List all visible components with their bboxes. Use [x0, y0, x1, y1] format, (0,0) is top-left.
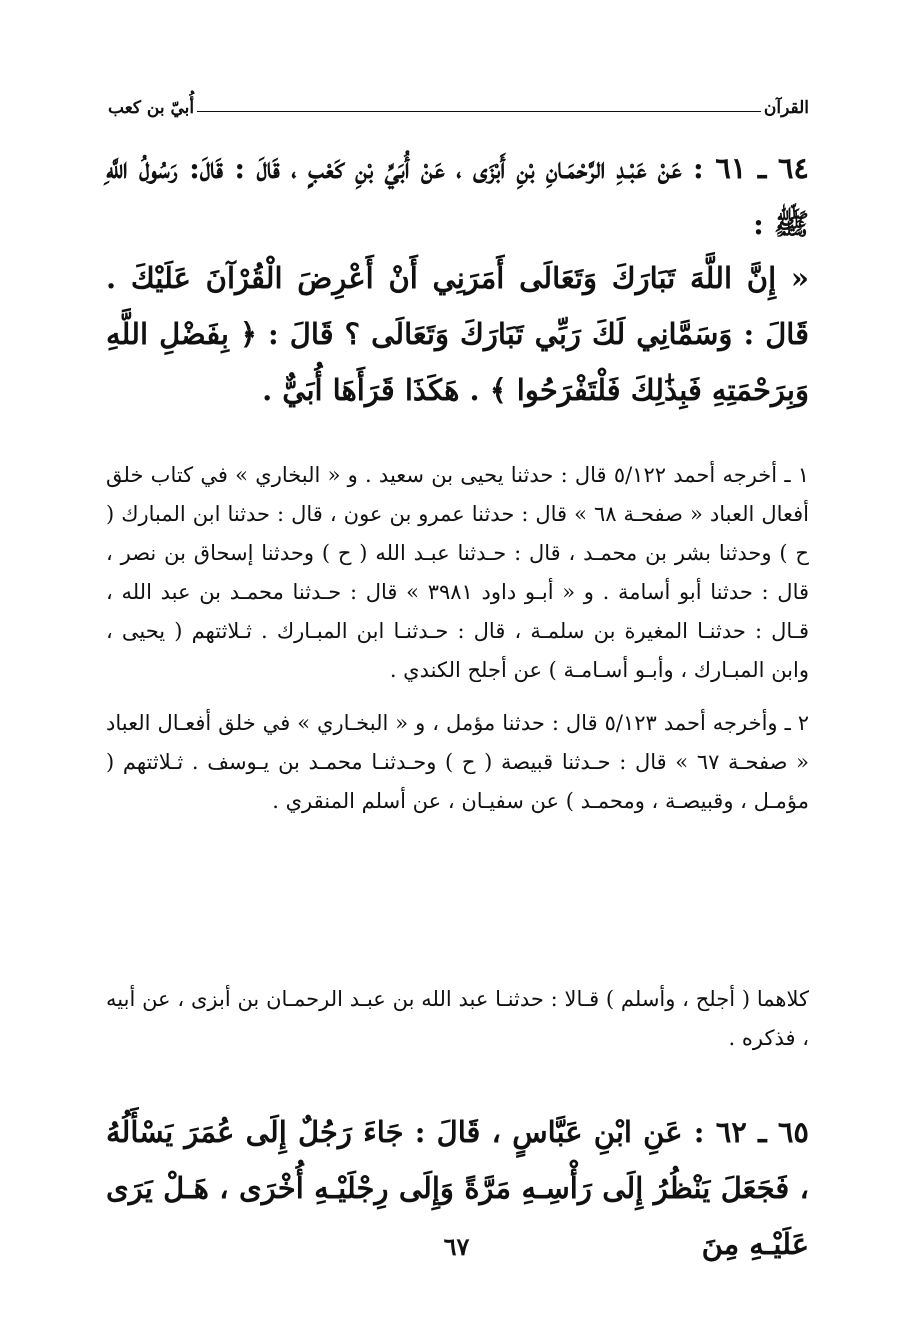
hadith-65-text: ٦٥ ـ ٦٢ : عَنِ ابْنِ عَبَّاسٍ ، قَالَ : جَاءَ رَجُلٌ إِلَى عُمَرَ يَسْأَلُهُ ، فَجَعَلَ يَنْظُرُ إِلَى رَأْسِـهِ مَرَّةً وَإِلَى رِجْلَيْـهِ أُخْرَى ، هَـلْ يَرَى عَلَيْـهِ مِنَ [106, 1115, 809, 1261]
takhrij-note-3: كلاهما ( أجلح ، وأسلم ) قـالا : حدثنـا عبد الله بن عبـد الرحمـان بن أبزى ، عن أبيه ، فذكره . [106, 987, 809, 1050]
hadith-64-isnad: ٦٤ ـ ٦١ : عَنْ عَبْـدِ الرَّحْمَـانِ بْنِ أَبْزَى ، عَنْ أُبَيِّ بْنِ كَعْبٍ ، قَالَ : قَالَ: رَسُولُ اللَّهِ ﷺ : [106, 151, 809, 241]
header-rule [197, 111, 761, 112]
header-section-title: القرآن [763, 98, 809, 118]
takhrij-note-1: ١ ـ أخرجه أحمد ٥/١٢٢ قال : حدثنا يحيى بن سعيد . و « البخاري » في كتاب خلق أفعال العباد « صفحـة ٦٨ » قال : حدثنا عمرو بن عون ، قال : حدثنا ابن المبارك ( ح ) وحدثنا بشر بن محمـد ، قال : حـدثنا عبـد الله ( ح ) وحدثنا إسحاق بن نصر ، قال : حدثنا أبو أسامة . و « أبـو داود ٣٩٨١ » قال : حـدثنا محمـد بن عبد الله ، قـال : حدثنـا المغيرة بن سلمـة ، قال : حـدثنـا ابن المبـارك . ثـلاثتهم ( يحيى ، وابن المبـارك ، وأبـو أسـامـة ) عن أجلح الكندي . [106, 463, 810, 682]
page-number: ٦٧ [443, 1232, 470, 1261]
takhrij-notes [106, 456, 809, 835]
running-header [108, 92, 809, 118]
hadith-64-matn: « إِنَّ اللَّهَ تَبَارَكَ وَتَعَالَى أَمَرَنِي أَنْ أَعْرِضَ الْقُرْآنَ عَلَيْكَ . قَالَ : وَسَمَّانِي لَكَ رَبِّي تَبَارَكَ وَتَعَالَى ؟ قَالَ : ﴿ بِفَضْلِ اللَّهِ وَبِرَحْمَتِهِ فَبِذَٰلِكَ فَلْتَفْرَحُوا ﴾ . هَكَذَا قَرَأَهَا أُبَيٌّ . [106, 261, 809, 407]
takhrij-note-2: ٢ ـ وأخرجه أحمد ٥/١٢٣ قال : حدثنا مؤمل ، و « البخـاري » في خلق أفعـال العباد « صفحـة ٦٧ » قال : حـدثنا قبيصة ( ح ) وحـدثنـا محمـد بن يـوسف . ثـلاثتهم ( مؤمـل ، وقبيصـة ، ومحمـد ) عن سفيـان ، عن أسلم المنقري . [106, 711, 809, 813]
header-chapter-title: أُبيّ بن كعب [108, 98, 195, 118]
